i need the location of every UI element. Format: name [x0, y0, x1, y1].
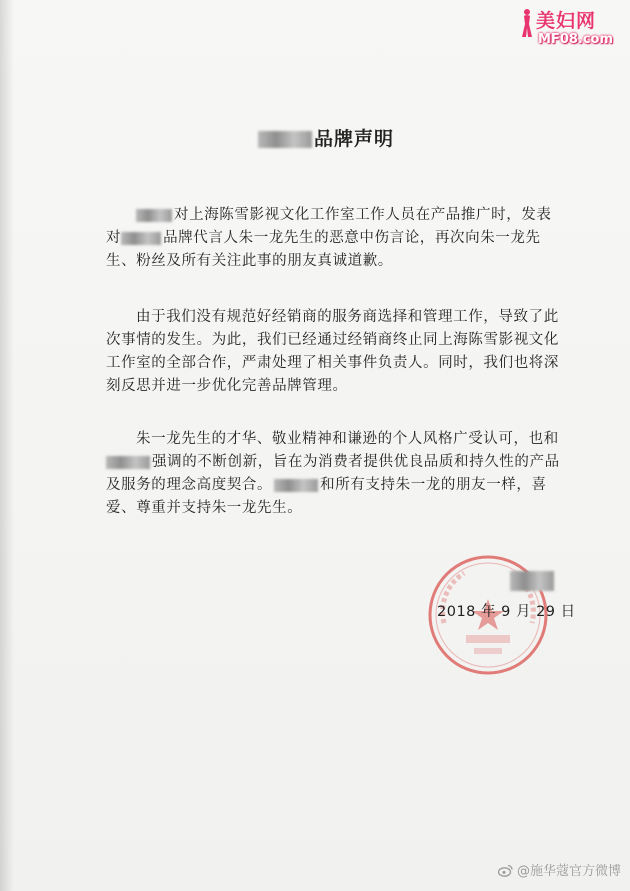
line-text: 对上海陈雪影视文化工作室工作人员在产品推广时，发表	[174, 207, 552, 223]
watermark-logo	[520, 6, 624, 50]
woman-silhouette-icon	[520, 8, 534, 38]
paragraph-line	[106, 204, 552, 227]
weibo-icon	[498, 864, 513, 877]
line-text: 和所有支持朱一龙的朋友一样，喜	[320, 477, 547, 493]
paragraph-support	[106, 428, 560, 520]
watermark-url: MF08.com	[538, 32, 614, 47]
redacted-text	[136, 209, 172, 222]
paragraph-line: 朱一龙先生的才华、敬业精神和谦逊的个人风格广受认可，也和	[136, 431, 559, 447]
paragraph-explanation	[106, 306, 559, 398]
page-edge-shadow	[0, 0, 14, 891]
paragraph-line	[106, 227, 546, 250]
line-text: 强调的不断创新，旨在为消费者提供优良品质和持久性的产品	[152, 454, 560, 470]
line-text: 对	[106, 230, 122, 246]
footer-text: @施华蔻官方微博	[517, 864, 622, 879]
paragraph-line: 次事情的发生。为此，我们已经通过经销商终止同上海陈雪影视文化	[106, 332, 559, 348]
paragraph-line: 刻反思并进一步优化完善品牌管理。	[106, 378, 348, 394]
document-date: 2018 年 9 月 29 日	[437, 604, 576, 620]
redacted-text	[106, 456, 150, 469]
redacted-text	[274, 479, 318, 492]
line-text: 品牌代言人朱一龙先生的恶意中伤言论，再次向朱一龙先	[163, 230, 541, 246]
paragraph-line: 由于我们没有规范好经销商的服务商选择和管理工作，导致了此	[136, 309, 559, 325]
paragraph-line: 爱、尊重并支持朱一龙先生。	[106, 500, 303, 516]
redacted-brand-name	[258, 131, 312, 148]
paragraph-apology	[106, 204, 552, 273]
paragraph-line	[106, 451, 560, 474]
footer-watermark	[498, 860, 621, 879]
paragraph-line: 工作室的全部合作，严肃处理了相关事件负责人。同时，我们也将深	[106, 355, 559, 371]
paragraph-line	[106, 474, 546, 497]
watermark-title: 美妇网	[536, 10, 597, 32]
paragraph-line: 生、粉丝及所有关注此事的朋友真诚道歉。	[106, 253, 393, 269]
redacted-signature	[510, 571, 554, 591]
page-title	[258, 124, 394, 151]
line-text: 及服务的理念高度契合。	[106, 477, 273, 493]
title-text: 品牌声明	[314, 128, 395, 150]
redacted-text	[121, 232, 161, 245]
